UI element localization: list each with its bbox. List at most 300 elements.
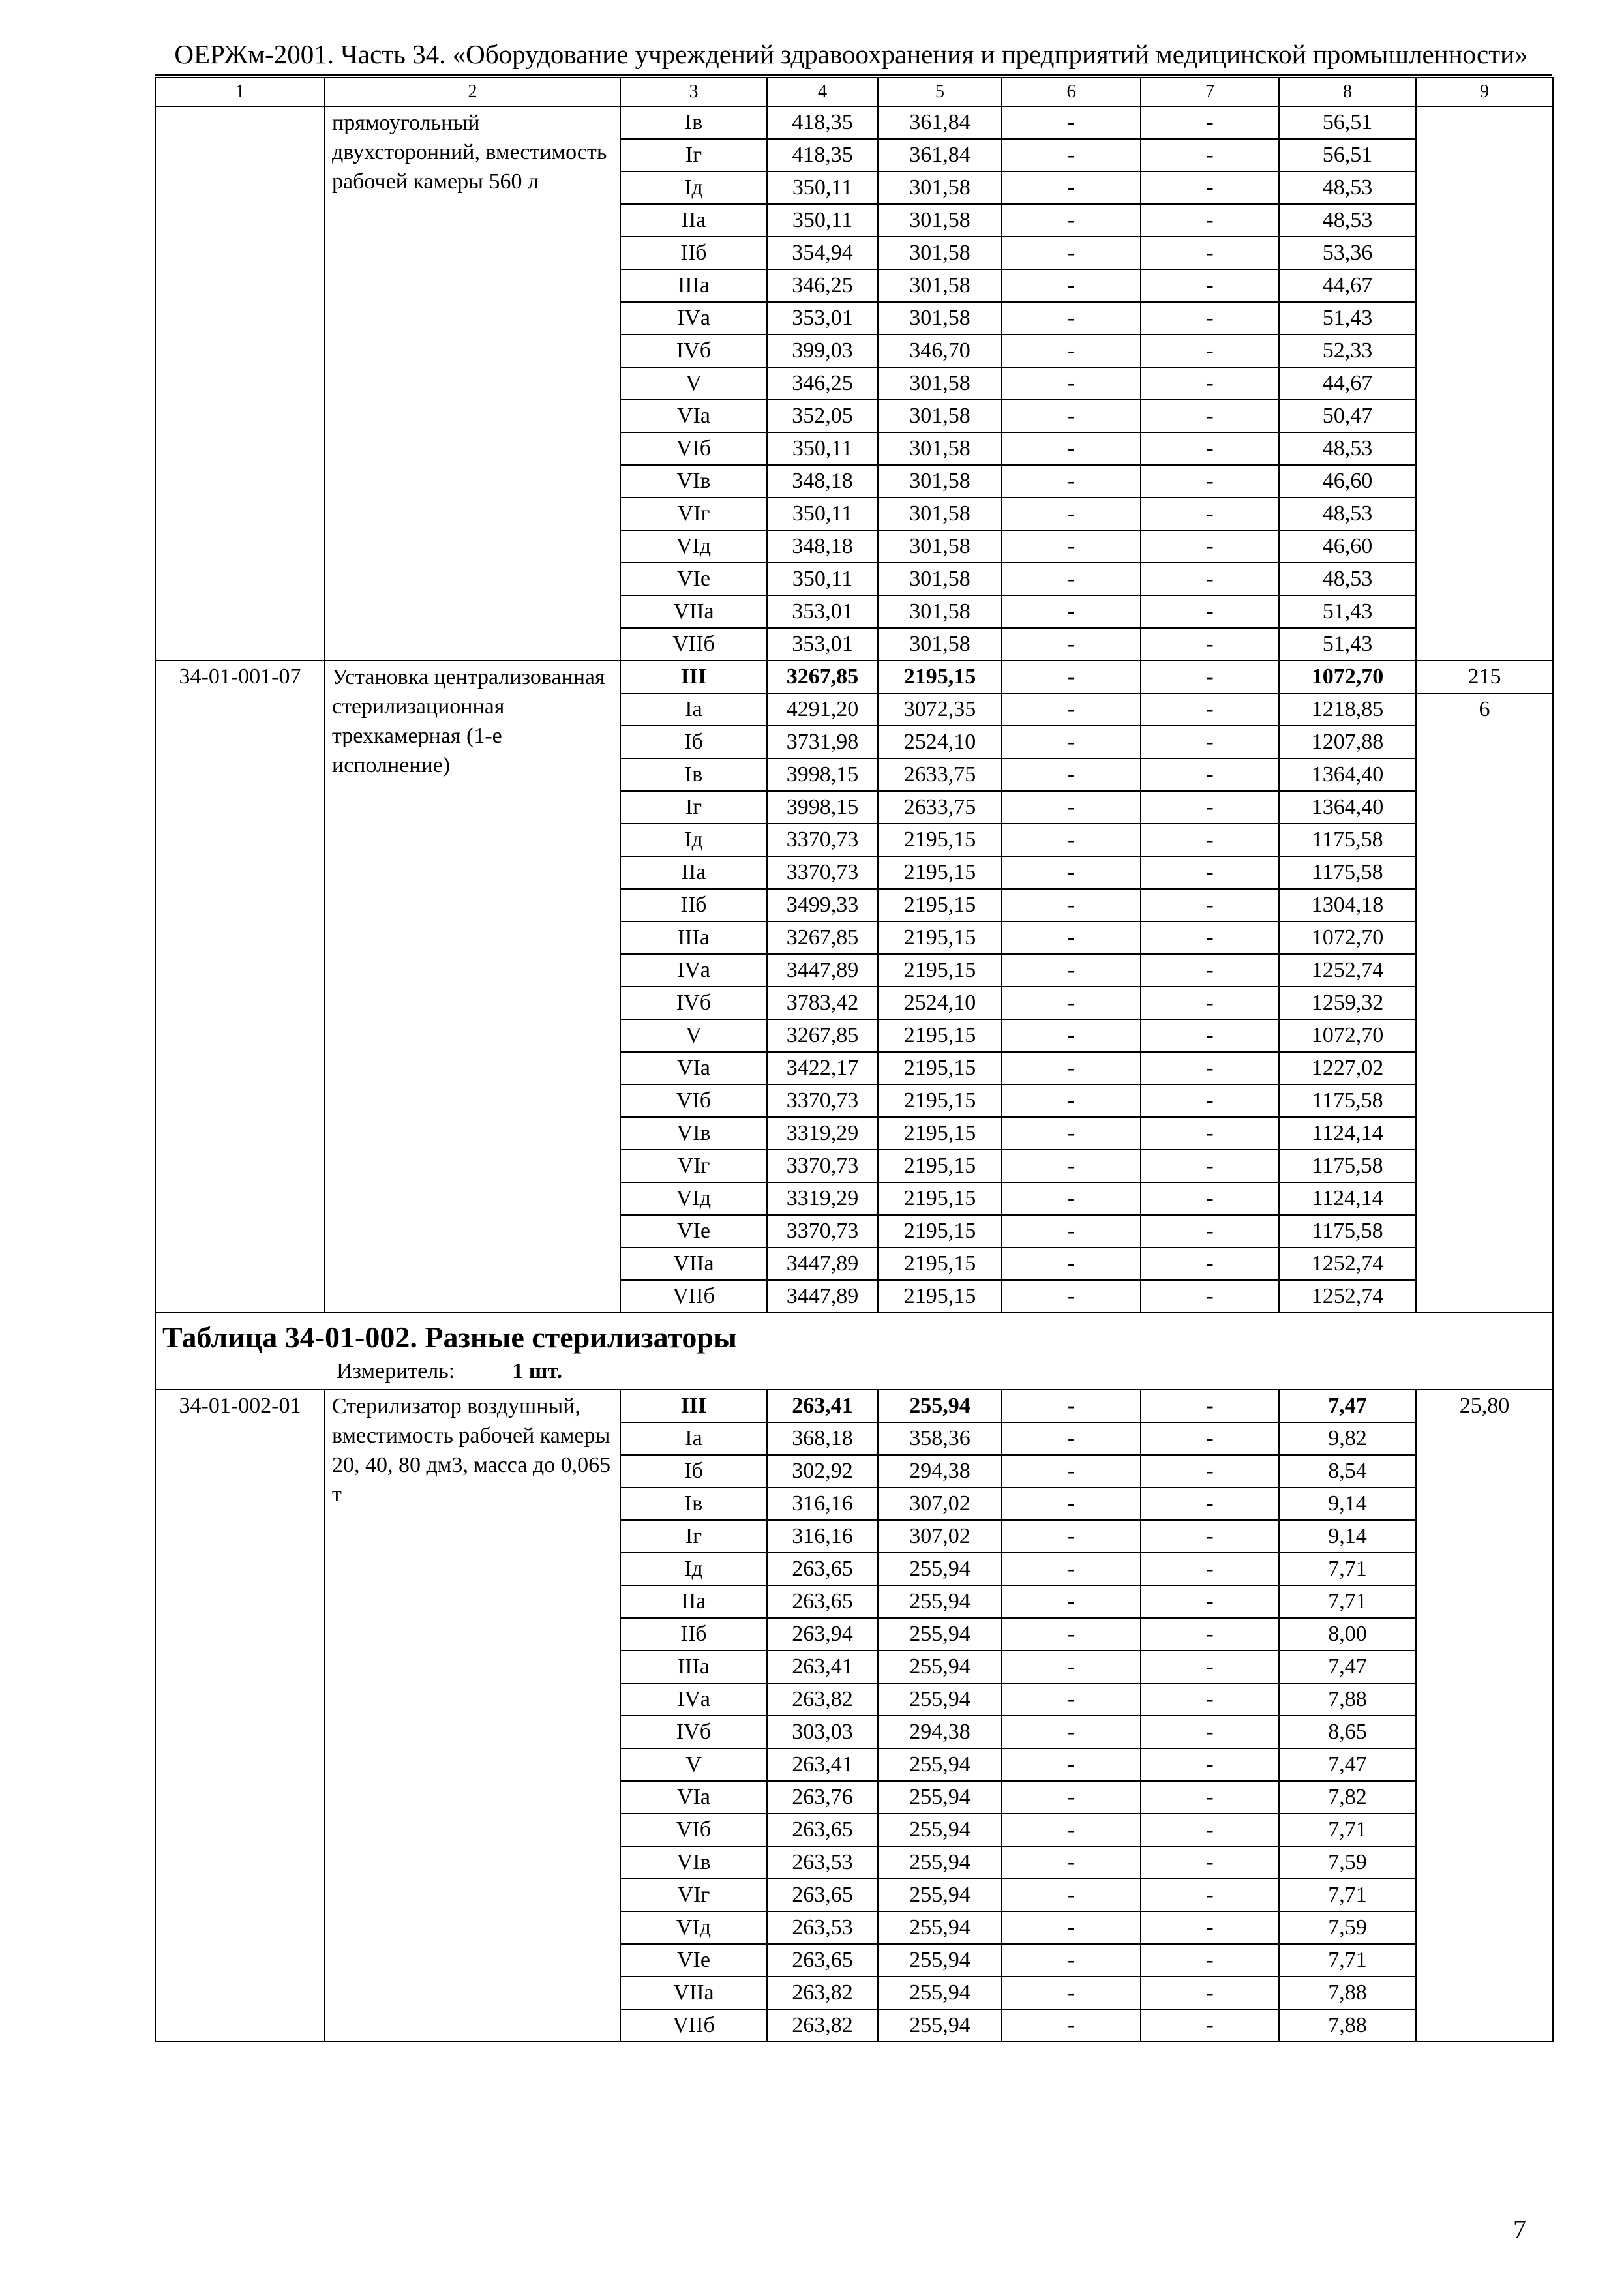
machine-cost: - [1002,1520,1141,1553]
price-zone: Iв [620,1488,767,1520]
total-cost: 302,92 [767,1455,878,1488]
labor-cost: 346,70 [878,335,1002,367]
material-cost: 51,43 [1279,595,1416,628]
machine-labor-cost: - [1141,302,1279,335]
labor-cost: 301,58 [878,465,1002,498]
material-cost: 1252,74 [1279,954,1416,987]
machine-labor-cost: - [1141,530,1279,563]
price-zone: VIIб [620,2009,767,2042]
machine-labor-cost: - [1141,1280,1279,1313]
material-cost: 48,53 [1279,172,1416,204]
price-zone: Iа [620,1422,767,1455]
material-cost: 1364,40 [1279,758,1416,791]
item-description: Установка централизованная стерилизационная трехкамерная (1-е исполнение) [325,661,620,1313]
labor-cost: 361,84 [878,139,1002,172]
machine-cost: - [1002,1422,1141,1455]
machine-labor-cost: - [1141,1781,1279,1814]
machine-labor-cost: - [1141,1944,1279,1977]
machine-cost: - [1002,758,1141,791]
labor-cost: 255,94 [878,1781,1002,1814]
labor-cost: 2633,75 [878,758,1002,791]
table-title: Таблица 34-01-002. Разные стерилизаторы [162,1321,737,1354]
machine-labor-cost: - [1141,1422,1279,1455]
machine-labor-cost: - [1141,856,1279,889]
price-zone: VIIб [620,628,767,661]
machine-cost: - [1002,139,1141,172]
total-cost: 3370,73 [767,1215,878,1248]
machine-labor-cost: - [1141,1683,1279,1716]
machine-cost: - [1002,1585,1141,1618]
price-zone: VIе [620,1215,767,1248]
total-cost: 3998,15 [767,758,878,791]
column-number: 6 [1002,78,1141,106]
material-cost: 7,88 [1279,2009,1416,2042]
machine-cost: - [1002,1280,1141,1313]
machine-labor-cost: - [1141,1911,1279,1944]
machine-labor-cost: - [1141,1585,1279,1618]
machine-cost: - [1002,595,1141,628]
material-cost: 1259,32 [1279,987,1416,1019]
machine-labor-cost: - [1141,1814,1279,1846]
material-cost: 1175,58 [1279,1085,1416,1117]
material-cost: 1072,70 [1279,921,1416,954]
machine-labor-cost: - [1141,693,1279,726]
machine-cost: - [1002,824,1141,856]
total-cost: 350,11 [767,172,878,204]
material-cost: 46,60 [1279,530,1416,563]
machine-cost: - [1002,726,1141,758]
machine-labor-cost: - [1141,335,1279,367]
machine-cost: - [1002,1052,1141,1085]
price-zone: Iг [620,139,767,172]
machine-cost: - [1002,921,1141,954]
machine-labor-cost: - [1141,1651,1279,1683]
total-cost: 399,03 [767,335,878,367]
machine-labor-cost: - [1141,954,1279,987]
rates-table [155,77,1554,2042]
machine-cost: - [1002,367,1141,400]
labor-cost: 301,58 [878,628,1002,661]
machine-labor-cost: - [1141,1150,1279,1182]
labor-cost: 255,94 [878,1748,1002,1781]
total-cost: 354,94 [767,237,878,269]
labor-cost: 301,58 [878,237,1002,269]
machine-labor-cost: - [1141,921,1279,954]
labor-cost: 301,58 [878,530,1002,563]
machine-cost: - [1002,237,1141,269]
labor-cost: 255,94 [878,1846,1002,1879]
price-zone: VIIа [620,595,767,628]
machine-labor-cost: - [1141,237,1279,269]
machine-labor-cost: - [1141,628,1279,661]
machine-labor-cost: - [1141,889,1279,921]
material-cost: 9,82 [1279,1422,1416,1455]
machine-cost: - [1002,954,1141,987]
material-cost: 1175,58 [1279,1150,1416,1182]
column-number: 1 [155,78,325,106]
material-cost: 1072,70 [1279,1019,1416,1052]
material-cost: 7,47 [1279,1390,1416,1422]
table-row [155,1390,1553,1422]
price-zone: Iб [620,1455,767,1488]
labor-cost: 255,94 [878,1553,1002,1585]
machine-labor-cost: - [1141,1520,1279,1553]
machine-labor-cost: - [1141,758,1279,791]
price-zone: IIа [620,1585,767,1618]
price-zone: VIб [620,1085,767,1117]
labor-cost: 2195,15 [878,889,1002,921]
material-cost: 1207,88 [1279,726,1416,758]
total-cost: 346,25 [767,269,878,302]
column-number: 3 [620,78,767,106]
price-zone: Iв [620,106,767,139]
machine-labor-cost: - [1141,1977,1279,2009]
material-cost: 44,67 [1279,269,1416,302]
labor-cost: 301,58 [878,269,1002,302]
price-zone: V [620,1748,767,1781]
total-cost: 263,65 [767,1879,878,1911]
price-zone: VIд [620,530,767,563]
machine-cost: - [1002,400,1141,432]
material-cost: 9,14 [1279,1520,1416,1553]
price-zone: Iг [620,791,767,824]
machine-cost: - [1002,1977,1141,2009]
labor-cost: 2195,15 [878,921,1002,954]
total-cost: 263,94 [767,1618,878,1651]
total-cost: 368,18 [767,1422,878,1455]
column-number: 2 [325,78,620,106]
machine-cost: - [1002,530,1141,563]
price-zone: VIд [620,1911,767,1944]
labor-cost: 2524,10 [878,987,1002,1019]
labor-cost: 3072,35 [878,693,1002,726]
price-zone: V [620,1019,767,1052]
price-zone: IIб [620,1618,767,1651]
material-cost: 52,33 [1279,335,1416,367]
machine-labor-cost: - [1141,987,1279,1019]
machine-cost: - [1002,1683,1141,1716]
machine-labor-cost: - [1141,1019,1279,1052]
page-header: ОЕРЖм-2001. Часть 34. «Оборудование учреждений здравоохранения и предприятий медицинской промышленности» [174,39,1528,69]
item-description: прямоугольный двухсторонний, вместимость рабочей камеры 560 л [325,106,620,661]
price-zone: V [620,367,767,400]
price-zone: Iд [620,1553,767,1585]
price-zone: Iв [620,758,767,791]
material-cost: 1227,02 [1279,1052,1416,1085]
price-zone: Iд [620,172,767,204]
total-cost: 263,82 [767,1977,878,2009]
total-cost: 350,11 [767,204,878,237]
total-cost: 348,18 [767,465,878,498]
labor-cost: 2195,15 [878,954,1002,987]
machine-labor-cost: - [1141,1748,1279,1781]
total-cost: 263,53 [767,1911,878,1944]
machine-cost: - [1002,204,1141,237]
price-zone: VIд [620,1182,767,1215]
item-code: 34-01-002-01 [155,1390,325,2042]
machine-cost: - [1002,856,1141,889]
measure-label: Измеритель: [337,1359,455,1383]
total-cost: 352,05 [767,400,878,432]
column-number: 9 [1416,78,1553,106]
total-cost: 3370,73 [767,824,878,856]
machine-labor-cost: - [1141,726,1279,758]
price-zone: VIа [620,400,767,432]
machine-cost: - [1002,1944,1141,1977]
total-cost: 3447,89 [767,1280,878,1313]
total-cost: 3319,29 [767,1117,878,1150]
labor-cost: 255,94 [878,2009,1002,2042]
labor-cost: 301,58 [878,302,1002,335]
machine-cost: - [1002,1814,1141,1846]
machine-cost: - [1002,1455,1141,1488]
labor-cost: 255,94 [878,1651,1002,1683]
price-zone: VIв [620,1117,767,1150]
machine-labor-cost: - [1141,432,1279,465]
price-zone: Iа [620,693,767,726]
labor-cost: 255,94 [878,1585,1002,1618]
price-zone: IIа [620,856,767,889]
machine-labor-cost: - [1141,1879,1279,1911]
price-zone: IIб [620,889,767,921]
machine-cost: - [1002,302,1141,335]
material-cost: 56,51 [1279,106,1416,139]
material-cost: 51,43 [1279,302,1416,335]
total-cost: 303,03 [767,1716,878,1748]
machine-labor-cost: - [1141,498,1279,530]
machine-cost: - [1002,1019,1141,1052]
price-zone: IIIа [620,921,767,954]
labor-cost: 301,58 [878,595,1002,628]
labor-cost: 2195,15 [878,856,1002,889]
total-cost: 3370,73 [767,856,878,889]
material-cost: 1072,70 [1279,661,1416,693]
labor-cost: 2195,15 [878,661,1002,693]
material-cost: 1304,18 [1279,889,1416,921]
page-number: 7 [1513,2215,1526,2244]
price-zone: VIIа [620,1248,767,1280]
machine-cost: - [1002,1781,1141,1814]
price-zone: VIг [620,1879,767,1911]
labor-cost: 307,02 [878,1488,1002,1520]
machine-labor-cost: - [1141,1716,1279,1748]
machine-labor-cost: - [1141,106,1279,139]
price-zone: VIб [620,432,767,465]
material-cost: 7,71 [1279,1814,1416,1846]
machine-cost: - [1002,1879,1141,1911]
machine-cost: - [1002,2009,1141,2042]
table-body [155,78,1553,2042]
labor-cost: 358,36 [878,1422,1002,1455]
column-number: 4 [767,78,878,106]
machine-cost: - [1002,1553,1141,1585]
labor-cost: 307,02 [878,1520,1002,1553]
total-cost: 263,41 [767,1390,878,1422]
labor-hours: 6 [1416,693,1553,1313]
price-zone: IVб [620,987,767,1019]
table-row [155,661,1553,693]
price-zone: IIIа [620,269,767,302]
labor-cost: 255,94 [878,1879,1002,1911]
labor-cost: 301,58 [878,563,1002,595]
total-cost: 346,25 [767,367,878,400]
measure-value: 1 шт. [512,1359,563,1383]
machine-cost: - [1002,335,1141,367]
machine-labor-cost: - [1141,595,1279,628]
material-cost: 1252,74 [1279,1280,1416,1313]
labor-cost: 2195,15 [878,1248,1002,1280]
labor-cost: 2195,15 [878,1182,1002,1215]
material-cost: 50,47 [1279,400,1416,432]
total-cost: 3422,17 [767,1052,878,1085]
machine-labor-cost: - [1141,1248,1279,1280]
machine-cost: - [1002,1748,1141,1781]
material-cost: 9,14 [1279,1488,1416,1520]
total-cost: 350,11 [767,498,878,530]
total-cost: 263,41 [767,1748,878,1781]
price-zone: VIа [620,1052,767,1085]
machine-cost: - [1002,465,1141,498]
labor-cost: 361,84 [878,106,1002,139]
labor-cost: 2195,15 [878,1150,1002,1182]
table-title-row [155,1313,1553,1390]
machine-cost: - [1002,693,1141,726]
labor-cost: 255,94 [878,1944,1002,1977]
total-cost: 3370,73 [767,1085,878,1117]
price-zone: IIIа [620,1651,767,1683]
labor-cost: 2633,75 [878,791,1002,824]
total-cost: 3998,15 [767,791,878,824]
labor-cost: 255,94 [878,1911,1002,1944]
price-zone: VIе [620,1944,767,1977]
machine-labor-cost: - [1141,1085,1279,1117]
machine-labor-cost: - [1141,1553,1279,1585]
material-cost: 56,51 [1279,139,1416,172]
material-cost: 48,53 [1279,432,1416,465]
material-cost: 1218,85 [1279,693,1416,726]
labor-hours [1416,106,1553,661]
machine-cost: - [1002,498,1141,530]
machine-cost: - [1002,269,1141,302]
column-number: 5 [878,78,1002,106]
column-number: 8 [1279,78,1416,106]
total-cost: 263,53 [767,1846,878,1879]
machine-labor-cost: - [1141,1390,1279,1422]
total-cost: 350,11 [767,563,878,595]
total-cost: 3267,85 [767,1019,878,1052]
labor-hours: 215 [1416,661,1553,693]
price-zone: Iб [620,726,767,758]
item-code [155,106,325,661]
total-cost: 316,16 [767,1520,878,1553]
labor-cost: 2195,15 [878,1117,1002,1150]
machine-labor-cost: - [1141,367,1279,400]
price-zone: VIIа [620,1977,767,2009]
material-cost: 1175,58 [1279,856,1416,889]
price-zone: VIIб [620,1280,767,1313]
material-cost: 7,71 [1279,1585,1416,1618]
total-cost: 3267,85 [767,661,878,693]
machine-labor-cost: - [1141,824,1279,856]
total-cost: 353,01 [767,628,878,661]
machine-labor-cost: - [1141,661,1279,693]
price-zone: VIг [620,498,767,530]
item-code: 34-01-001-07 [155,661,325,1313]
price-zone: VIв [620,1846,767,1879]
material-cost: 48,53 [1279,563,1416,595]
total-cost: 3731,98 [767,726,878,758]
material-cost: 7,47 [1279,1651,1416,1683]
machine-cost: - [1002,1182,1141,1215]
labor-cost: 301,58 [878,432,1002,465]
machine-cost: - [1002,1618,1141,1651]
machine-cost: - [1002,1085,1141,1117]
total-cost: 263,82 [767,1683,878,1716]
table-row [155,106,1553,139]
machine-cost: - [1002,1911,1141,1944]
measure-line [162,1356,1546,1386]
labor-cost: 2195,15 [878,1215,1002,1248]
total-cost: 3370,73 [767,1150,878,1182]
total-cost: 263,65 [767,1944,878,1977]
price-zone: Iг [620,1520,767,1553]
total-cost: 3447,89 [767,1248,878,1280]
machine-cost: - [1002,889,1141,921]
labor-cost: 294,38 [878,1455,1002,1488]
total-cost: 348,18 [767,530,878,563]
material-cost: 46,60 [1279,465,1416,498]
price-zone: Iд [620,824,767,856]
machine-labor-cost: - [1141,791,1279,824]
machine-labor-cost: - [1141,269,1279,302]
machine-cost: - [1002,563,1141,595]
machine-labor-cost: - [1141,1052,1279,1085]
total-cost: 263,76 [767,1781,878,1814]
price-zone: VIе [620,563,767,595]
price-zone: III [620,1390,767,1422]
machine-cost: - [1002,1248,1141,1280]
total-cost: 4291,20 [767,693,878,726]
machine-labor-cost: - [1141,1455,1279,1488]
machine-labor-cost: - [1141,139,1279,172]
machine-cost: - [1002,791,1141,824]
machine-labor-cost: - [1141,563,1279,595]
labor-cost: 2195,15 [878,1019,1002,1052]
price-zone: VIг [620,1150,767,1182]
machine-cost: - [1002,987,1141,1019]
price-zone: IVа [620,1683,767,1716]
material-cost: 7,71 [1279,1944,1416,1977]
material-cost: 1175,58 [1279,824,1416,856]
material-cost: 7,82 [1279,1781,1416,1814]
labor-cost: 255,94 [878,1977,1002,2009]
material-cost: 7,88 [1279,1683,1416,1716]
machine-cost: - [1002,1716,1141,1748]
machine-cost: - [1002,1651,1141,1683]
material-cost: 7,47 [1279,1748,1416,1781]
machine-cost: - [1002,1215,1141,1248]
labor-cost: 301,58 [878,498,1002,530]
labor-cost: 301,58 [878,172,1002,204]
material-cost: 8,65 [1279,1716,1416,1748]
machine-labor-cost: - [1141,1117,1279,1150]
total-cost: 3499,33 [767,889,878,921]
material-cost: 1175,58 [1279,1215,1416,1248]
machine-cost: - [1002,1150,1141,1182]
machine-cost: - [1002,1390,1141,1422]
material-cost: 44,67 [1279,367,1416,400]
labor-cost: 294,38 [878,1716,1002,1748]
